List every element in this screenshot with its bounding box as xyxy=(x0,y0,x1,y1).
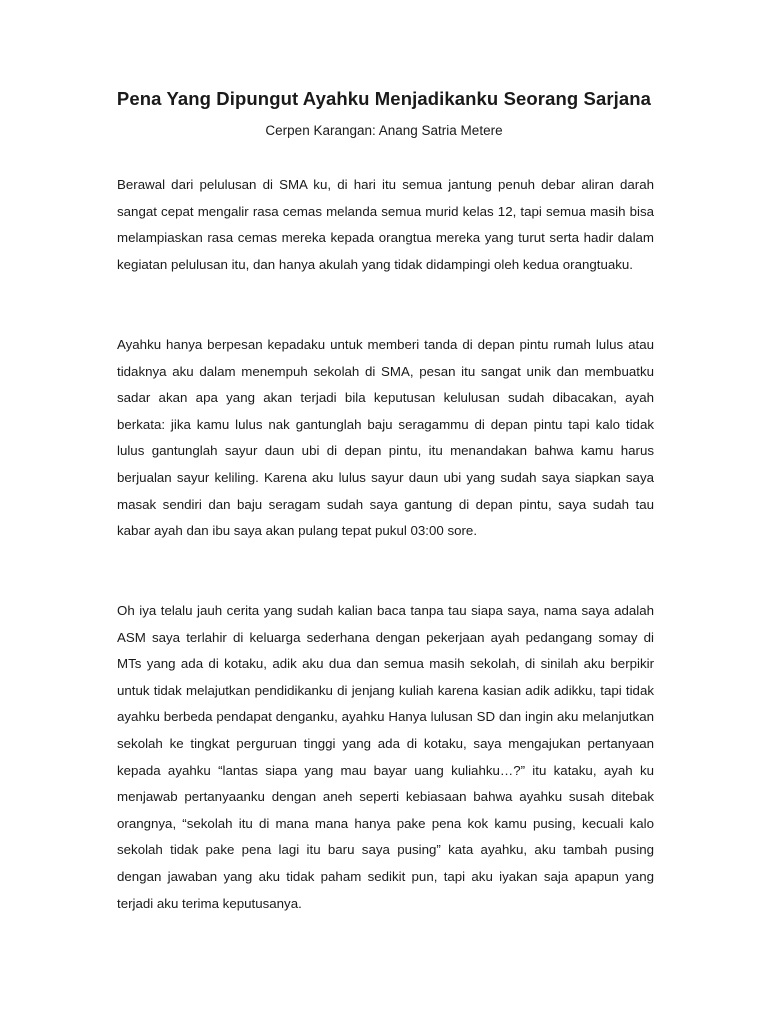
paragraph-1: Berawal dari pelulusan di SMA ku, di hari itu semua jantung penuh debar aliran darah sangat cepat mengalir rasa cemas melanda semua murid kelas 12, tapi semua masih bisa melampiaskan rasa cemas mereka kepada orangtua mereka yang turut serta hadir dalam kegiatan pelulusan itu, dan hanya akulah yang tidak didampingi oleh kedua orangtuaku. xyxy=(117,177,654,272)
paragraph-3: Oh iya telalu jauh cerita yang sudah kalian baca tanpa tau siapa saya, nama saya adalah ASM saya terlahir di keluarga sederhana dengan pekerjaan ayah pedangang somay di MTs yang ada di kotaku, adik aku dua dan semua masih sekolah, di sinilah aku berpikir untuk tidak melajutkan pendidikanku di jenjang kuliah karena kasian adik adikku, tapi tidak ayahku berbeda pendapat denganku, ayahku Hanya lulusan SD dan ingin aku melanjutkan sekolah ke tingkat perguruan tinggi yang ada di kotaku, saya mengajukan pertanyaan kepada ayahku “lantas siapa yang mau bayar uang kuliahku…?” itu kataku, ayah ku menjawab pertanyaanku dengan aneh seperti kebiasaan bahwa ayahku susah ditebak orangnya, “sekolah itu di mana mana hanya pake pena kok kamu pusing, kecuali kalo sekolah tidak pake pena lagi itu baru saya pusing” kata ayahku, aku tambah pusing dengan jawaban yang aku tidak paham sedikit pun, tapi aku iyakan saja apapun yang terjadi aku terima keputusanya. xyxy=(117,603,654,911)
author-line: Cerpen Karangan: Anang Satria Metere xyxy=(265,123,503,138)
paragraph-2: Ayahku hanya berpesan kepadaku untuk memberi tanda di depan pintu rumah lulus atau tidaknya aku dalam menempuh sekolah di SMA, pesan itu sangat unik dan membuatku sadar akan apa yang akan terjadi bila keputusan kelulusan sudah dibacakan, ayah berkata: jika kamu lulus nak gantunglah baju seragammu di depan pintu tapi kalo tidak lulus gantunglah sayur daun ubi di depan pintu, itu menandakan bahwa kamu harus berjualan sayur keliling. Karena aku lulus sayur daun ubi yang sudah saya siapkan saya masak sendiri dan baju seragam sudah saya gantung di depan pintu, saya sudah tau kabar ayah dan ibu saya akan pulang tepat pukul 03:00 sore. xyxy=(117,337,654,539)
document-title: Pena Yang Dipungut Ayahku Menjadikanku Seorang Sarjana xyxy=(116,88,652,109)
